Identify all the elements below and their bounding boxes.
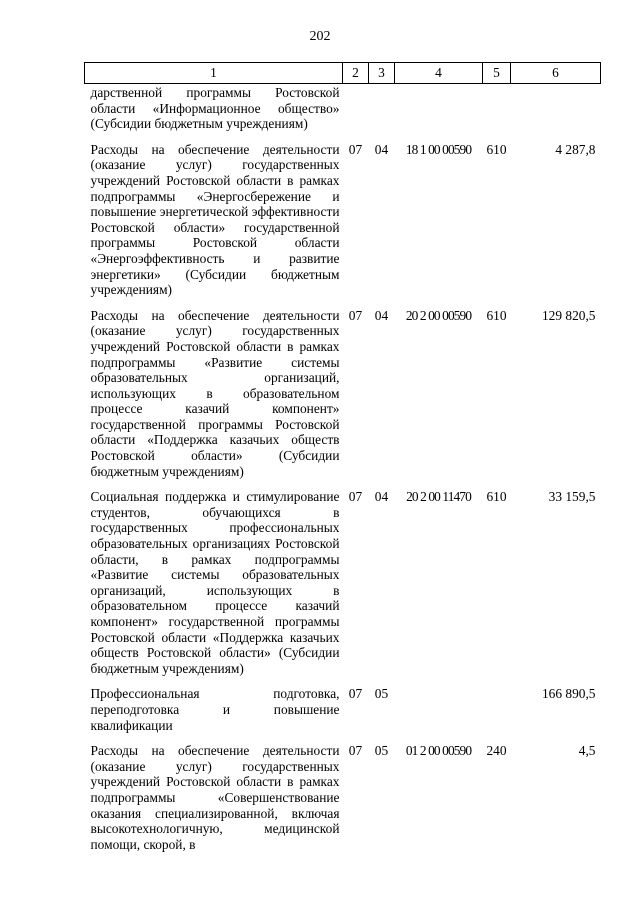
table-row (85, 308, 601, 490)
row-subsection: 04 (374, 141, 389, 157)
table-row (85, 142, 601, 308)
budget-table (84, 62, 601, 862)
table-row (85, 743, 601, 862)
row-expense-type (483, 84, 511, 142)
header-col-5: 5 (483, 63, 511, 84)
table-row (85, 84, 601, 142)
row-target-code: 18 1 00 00590 (405, 141, 472, 157)
row-amount: 33 159,5 (548, 489, 596, 505)
row-subsection: 04 (374, 489, 389, 505)
page-number: 202 (309, 29, 331, 44)
row-target-code: 20 2 00 11470 (406, 489, 471, 505)
table-header-row (85, 63, 601, 84)
row-section: 07 (348, 743, 363, 759)
row-name: дарственной программы Ростовской области «Информационное общество» (Субсидии бюджетным учреждениям) (90, 85, 340, 132)
header-col-1: 1 (85, 63, 343, 84)
row-expense-type: 240 (486, 743, 507, 759)
row-name: Расходы на обеспечение деятельности (оказание услуг) государственных учреждений Ростовской области в рамках подпрограммы «Энергосбережение и повышение энергетической эффективности Ростовской области» государственной программы Ростовской области «Энергоэффективность и развитие энергетики» (Субсидии бюджетным учреждениям) (90, 141, 340, 298)
row-section (343, 84, 369, 142)
row-subsection: 05 (374, 686, 389, 702)
row-section: 07 (348, 686, 363, 702)
row-section: 07 (348, 489, 363, 505)
row-amount: 129 820,5 (541, 307, 596, 323)
row-name: Расходы на обеспечение деятельности (оказание услуг) государственных учреждений Ростовской области в рамках подпрограммы «Совершенствование оказания специализированной, включая высокотехнологичную, медицинской помощи, скорой, в (90, 743, 340, 852)
row-subsection (369, 84, 395, 142)
row-expense-type (483, 686, 511, 743)
row-expense-type: 610 (486, 489, 507, 505)
row-subsection: 04 (374, 307, 389, 323)
row-target-code (395, 84, 483, 142)
header-col-3: 3 (369, 63, 395, 84)
header-col-2: 2 (343, 63, 369, 84)
row-name: Профессиональная подготовка, переподготовка и повышение квалификации (90, 686, 340, 733)
row-expense-type: 610 (486, 307, 507, 323)
row-name: Расходы на обеспечение деятельности (оказание услуг) государственных учреждений Ростовской области в рамках подпрограммы «Развитие системы образовательных организаций, использующих в образовательном процессе казачий компонент» государственной программы Ростовской области «Поддержка казачьих обществ Ростовской области» (Субсидии бюджетным учреждениям) (90, 307, 340, 479)
row-target-code (395, 686, 483, 743)
table-row (85, 686, 601, 743)
row-name: Социальная поддержка и стимулирование студентов, обучающихся в государственных профессиональных образовательных организациях Ростовской области, в рамках подпрограммы «Развитие системы образовательных организаций, использующих в образовательном процессе казачий компонент» государственной программы Ростовской области «Поддержка казачьих обществ Ростовской области» (Субсидии бюджетным учреждениям) (90, 489, 340, 676)
row-target-code: 20 2 00 00590 (405, 307, 472, 323)
row-amount: 4,5 (578, 743, 596, 759)
row-section: 07 (348, 141, 363, 157)
row-amount: 4 287,8 (555, 141, 596, 157)
table-row (85, 489, 601, 686)
row-target-code: 01 2 00 00590 (405, 743, 472, 759)
row-expense-type: 610 (486, 141, 507, 157)
row-subsection: 05 (374, 743, 389, 759)
row-section: 07 (348, 307, 363, 323)
header-col-6: 6 (511, 63, 601, 84)
header-col-4: 4 (395, 63, 483, 84)
row-amount (511, 84, 601, 142)
row-amount: 166 890,5 (541, 686, 596, 702)
